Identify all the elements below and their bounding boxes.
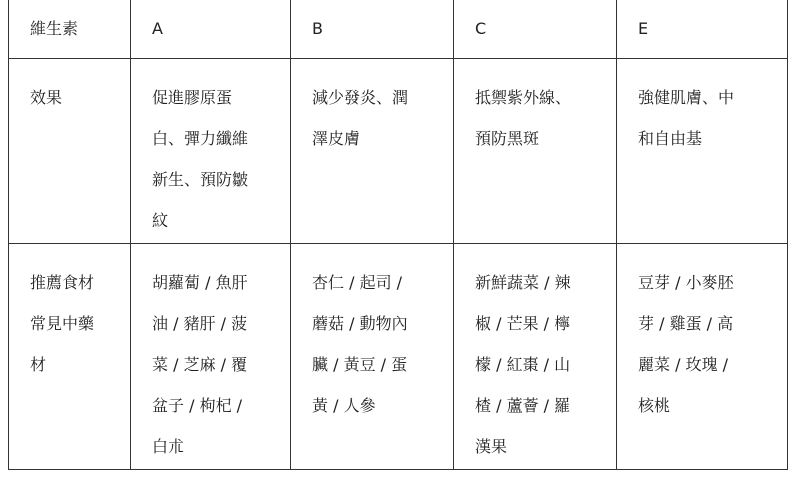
cell-line: 強健肌膚、中 — [638, 88, 735, 107]
row-label-cell — [9, 59, 131, 244]
row-label-cell — [9, 244, 131, 470]
cell-line: 杏仁 / 起司 / — [312, 273, 403, 292]
cell-line: 楂 / 蘆薈 / 羅 — [475, 396, 571, 415]
header-text: B — [312, 19, 323, 38]
cell-line: 蘑菇 / 動物內 — [312, 314, 408, 333]
cell-foods-c — [454, 244, 617, 470]
cell-line: 芽 / 雞蛋 / 高 — [638, 314, 734, 333]
cell-line: 新鮮蔬菜 / 辣 — [475, 273, 571, 292]
cell-line: 盆子 / 枸杞 / — [152, 396, 243, 415]
cell-line: 黃 / 人參 — [312, 396, 376, 415]
cell-line: 減少發炎、潤 — [312, 88, 409, 107]
cell-line: 推薦食材 — [30, 273, 95, 292]
cell-line: 油 / 豬肝 / 菠 — [152, 314, 248, 333]
header-cell-a — [131, 0, 291, 59]
cell-line: 白朮 — [152, 437, 185, 456]
header-cell-b — [291, 0, 454, 59]
header-cell-vitamin — [9, 0, 131, 59]
header-row — [9, 0, 788, 59]
table-row-foods — [9, 244, 788, 470]
cell-line: 豆芽 / 小麥胚 — [638, 273, 734, 292]
cell-effect-b — [291, 59, 454, 244]
header-cell-e — [617, 0, 788, 59]
header-text: A — [152, 19, 163, 38]
table-row-effect — [9, 59, 788, 244]
cell-line: 抵禦紫外線、 — [475, 88, 572, 107]
cell-line: 漢果 — [475, 437, 508, 456]
cell-line: 椒 / 芒果 / 檸 — [475, 314, 571, 333]
cell-effect-a — [131, 59, 291, 244]
cell-line: 促進膠原蛋 — [152, 88, 233, 107]
cell-line: 胡蘿蔔 / 魚肝 — [152, 273, 248, 292]
cell-line: 和自由基 — [638, 129, 703, 148]
cell-effect-c — [454, 59, 617, 244]
cell-line: 預防黑斑 — [475, 129, 540, 148]
cell-line: 核桃 — [638, 396, 671, 415]
cell-line: 效果 — [30, 88, 63, 107]
cell-line: 新生、預防皺 — [152, 170, 249, 189]
cell-foods-a — [131, 244, 291, 470]
header-text: E — [638, 19, 649, 38]
cell-foods-e — [617, 244, 788, 470]
cell-effect-e — [617, 59, 788, 244]
cell-line: 常見中藥 — [30, 314, 95, 333]
cell-line: 檬 / 紅棗 / 山 — [475, 355, 571, 374]
vitamin-table — [8, 0, 788, 470]
cell-line: 麗菜 / 玫瑰 / — [638, 355, 729, 374]
cell-line: 臟 / 黃豆 / 蛋 — [312, 355, 408, 374]
cell-line: 菜 / 芝麻 / 覆 — [152, 355, 248, 374]
header-cell-c — [454, 0, 617, 59]
cell-line: 白、彈力纖維 — [152, 129, 249, 148]
cell-line: 材 — [30, 355, 47, 374]
cell-line: 紋 — [152, 211, 169, 230]
header-text: 維生素 — [30, 19, 79, 38]
cell-line: 澤皮膚 — [312, 129, 361, 148]
header-text: C — [475, 19, 487, 38]
cell-foods-b — [291, 244, 454, 470]
